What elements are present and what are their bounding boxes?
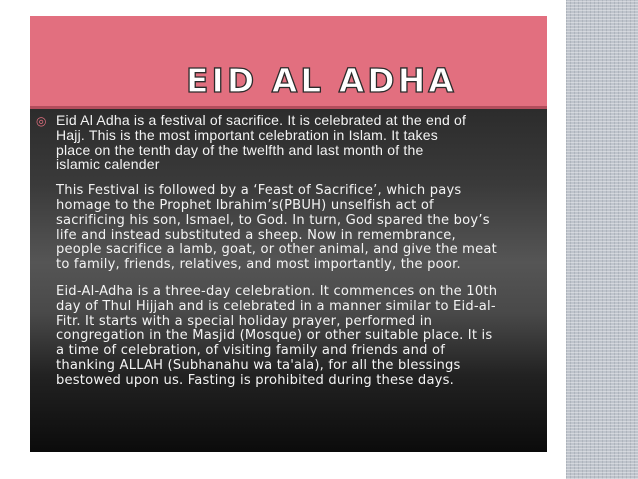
target-bullet-icon: ◎: [36, 114, 47, 128]
slide-title: EID AL ADHA: [186, 61, 457, 100]
slide-body: [56, 113, 552, 401]
paragraph-celebration: Eid-Al-Adha is a three-day celebration. It commences on the 10th day of Thul Hijjah and is celebrated in a manner similar to Eid-al- Fitr. It starts with a special holiday prayer, performed in congregation in the Masjid (Mosque) or other suitable place. It is a time of celebration, of visiting family and friends and of thanking ALLAH (Subhanahu wa ta'ala), for all the blessings bestowed upon us. Fasting is prohibited during these days.: [56, 283, 498, 388]
paragraph-definition: Eid Al Adha is a festival of sacrifice. It is celebrated at the end of Hajj. This is the most important celebration in Islam. It takes place on the tenth day of the twelfth and last month of the islamic calender: [56, 112, 467, 173]
decorative-side-strip: [566, 0, 638, 479]
paragraph-feast-of-sacrifice: This Festival is followed by a ‘Feast of Sacrifice’, which pays homage to the Prophet Ibrahim’s(PBUH) unselfish act of sacrificing his son, Ismael, to God. In turn, God spared the boy’s life and instead substituted a sheep. Now in remembrance, people sacrifice a lamb, goat, or other animal, and give the meat to family, friends, relatives, and most importantly, the poor.: [56, 183, 497, 273]
